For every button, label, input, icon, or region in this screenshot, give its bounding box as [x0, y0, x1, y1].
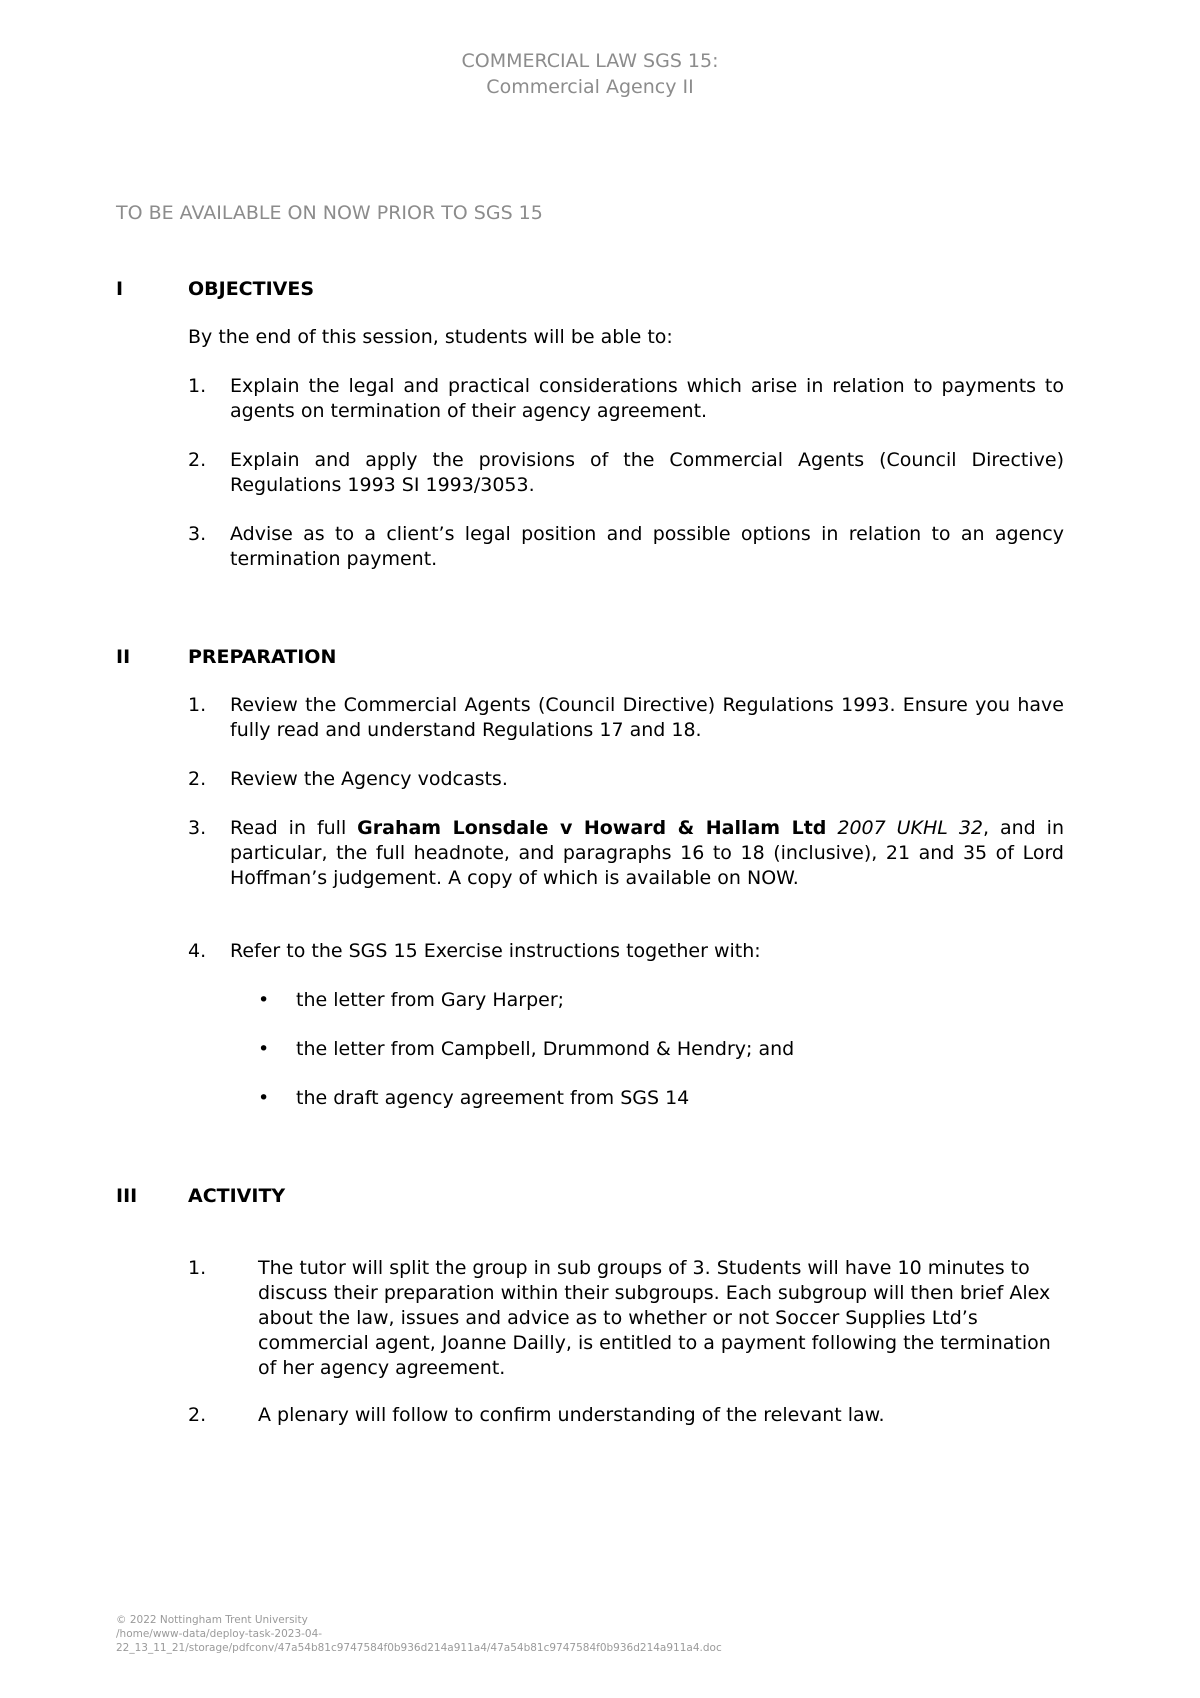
footer-path-line1: /home/www-data/deploy-task-2023-04-: [116, 1628, 323, 1640]
objective-item: [188, 448, 1064, 498]
section-number: II: [116, 646, 131, 668]
item-text: A plenary will follow to confirm understanding of the relevant law.: [258, 1404, 885, 1426]
item-text-post: , and in particular, the full headnote, and paragraphs 16 to 18 (inclusive), 21 and 35 of Lord Hoffman’s judgement. A copy of which is available on NOW.: [230, 817, 1064, 889]
item-text: Refer to the SGS 15 Exercise instructions together with:: [230, 940, 761, 962]
bullet-text: the letter from Campbell, Drummond & Hendry; and: [296, 1038, 795, 1060]
bullet-glyph: •: [258, 1038, 270, 1060]
section-number: III: [116, 1185, 138, 1207]
section-title: PREPARATION: [188, 646, 337, 668]
item-text: Review the Commercial Agents (Council Directive) Regulations 1993. Ensure you have fully read and understand Regulations 17 and 18.: [230, 694, 1064, 741]
item-text: Advise as to a client’s legal position and possible options in relation to an agency termination payment.: [230, 523, 1064, 570]
section-heading-objectives: [116, 276, 314, 302]
header-subtitle: Commercial Agency II: [486, 76, 694, 98]
preparation-item: [188, 816, 1064, 891]
item-number: 2.: [188, 1404, 207, 1426]
section-title: ACTIVITY: [188, 1185, 286, 1207]
bullet-text: the letter from Gary Harper;: [296, 989, 565, 1011]
item-text-pre: Read in full: [230, 817, 358, 839]
section-title: OBJECTIVES: [188, 278, 315, 300]
footer-copyright: © 2022 Nottingham Trent University: [116, 1614, 308, 1626]
preparation-item: [188, 693, 1064, 743]
item-number: 1.: [188, 1257, 207, 1279]
item-text: Explain and apply the provisions of the Commercial Agents (Council Directive) Regulations 1993 SI 1993/3053.: [230, 449, 1064, 496]
bullet-item: [258, 988, 1058, 1013]
bullet-glyph: •: [258, 989, 270, 1011]
document-footer: [116, 1613, 722, 1655]
item-number: 2.: [188, 449, 207, 471]
objective-item: [188, 374, 1064, 424]
item-text: Review the Agency vodcasts.: [230, 768, 508, 790]
bullet-text: the draft agency agreement from SGS 14: [296, 1087, 690, 1109]
item-number: 1.: [188, 694, 207, 716]
item-number: 1.: [188, 375, 207, 397]
document-header: [0, 48, 1180, 100]
preparation-item: [188, 767, 1064, 792]
item-number: 4.: [188, 940, 207, 962]
objectives-intro: By the end of this session, students will be able to:: [188, 326, 673, 348]
objective-item: [188, 522, 1064, 572]
item-number: 3.: [188, 523, 207, 545]
item-text: Explain the legal and practical considerations which arise in relation to payments to agents on termination of their agency agreement.: [230, 375, 1064, 422]
case-name: Graham Lonsdale v Howard & Hallam Ltd: [357, 817, 827, 839]
item-number: 3.: [188, 817, 207, 839]
case-citation: 2007 UKHL 32: [826, 817, 984, 839]
bullet-item: [258, 1086, 1058, 1111]
activity-item: [188, 1403, 1064, 1428]
header-title: COMMERCIAL LAW SGS 15:: [461, 50, 719, 72]
section-heading-activity: [116, 1183, 285, 1209]
availability-notice: TO BE AVAILABLE ON NOW PRIOR TO SGS 15: [116, 202, 543, 224]
item-text: The tutor will split the group in sub groups of 3. Students will have 10 minutes to discuss their preparation within their subgroups. Each subgroup will then brief Alex about the law, issues and advice as to whether or not Soccer Supplies Ltd’s commercial agent, Joanne Dailly, is entitled to a payment following the termination of her agency agreement.: [258, 1257, 1051, 1379]
activity-item: [188, 1256, 1064, 1381]
item-number: 2.: [188, 768, 207, 790]
bullet-glyph: •: [258, 1087, 270, 1109]
section-number: I: [116, 278, 124, 300]
section-heading-preparation: [116, 644, 336, 670]
footer-path-line2: 22_13_11_21/storage/pdfconv/47a54b81c9747584f0b936d214a911a4/47a54b81c9747584f0b936d214a911a4.doc: [116, 1642, 722, 1654]
item-text: [230, 816, 1064, 891]
preparation-item: [188, 939, 1064, 964]
bullet-item: [258, 1037, 1058, 1062]
